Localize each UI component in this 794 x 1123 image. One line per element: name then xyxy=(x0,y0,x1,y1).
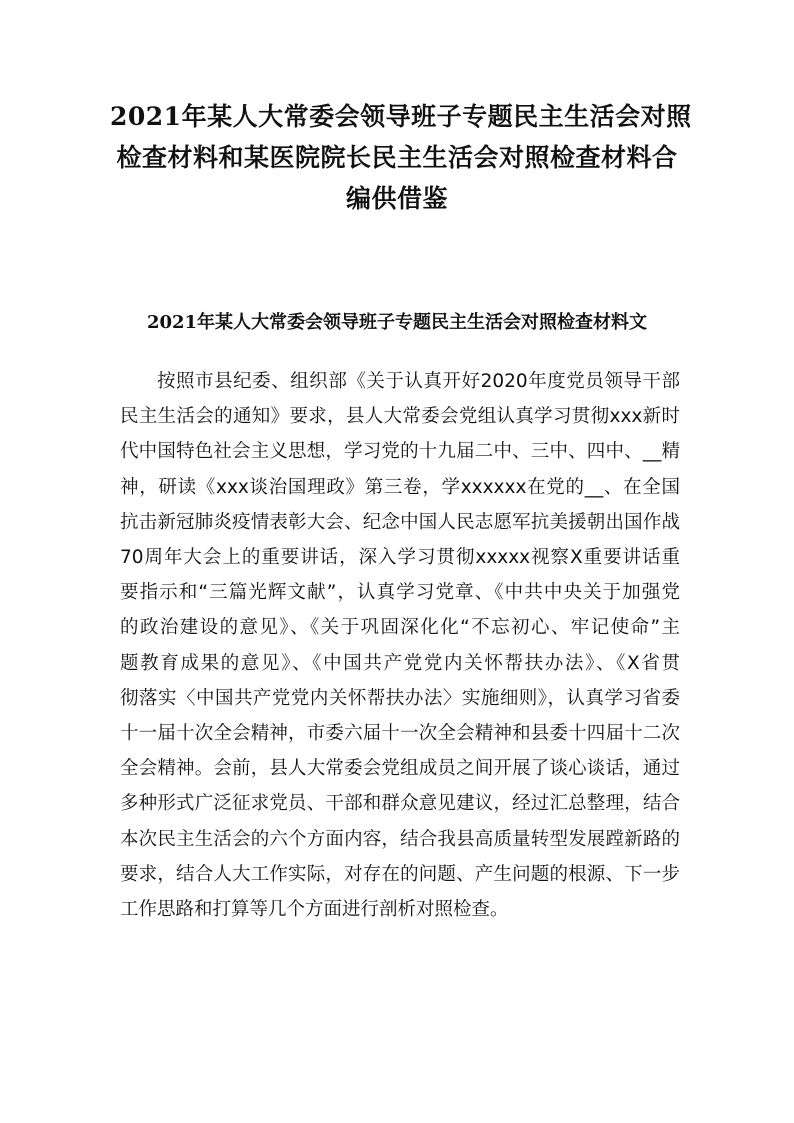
title-line: 检查材料和某医院院长民主生活会对照检查材料合 xyxy=(116,143,678,172)
paragraph-line: 题教育成果的意见》、《中国共产党党内关怀帮扶办法》、《X省贯 xyxy=(120,652,680,674)
paragraph-line: 抗击新冠肺炎疫情表彰大会、纪念中国人民志愿军抗美援朝出国作战 xyxy=(120,511,680,533)
paragraph-line: 按照市县纪委、组织部《关于认真开好2020年度党员领导干部 xyxy=(157,371,680,392)
paragraph-line: 70周年大会上的重要讲话，深入学习贯彻xxxxx视察X重要讲话重 xyxy=(120,547,680,569)
paragraph-line: 民主生活会的通知》要求，县人大常委会党组认真学习贯彻xxx新时 xyxy=(120,406,680,428)
paragraph-line: 要求，结合人大工作实际，对存在的问题、产生问题的根源、下一步 xyxy=(120,863,680,885)
paragraph-line: 全会精神。会前，县人大常委会党组成员之间开展了谈心谈话，通过 xyxy=(120,758,680,780)
section-heading: 2021年某人大常委会领导班子专题民主生活会对照检查材料文 xyxy=(146,312,648,333)
paragraph-line: 本次民主生活会的六个方面内容，结合我县高质量转型发展蹚新路的 xyxy=(120,828,680,850)
paragraph-line: 多种形式广泛征求党员、干部和群众意见建议，经过汇总整理，结合 xyxy=(120,793,680,815)
paragraph-line: 工作思路和打算等几个方面进行剖析对照检查。 xyxy=(120,899,509,921)
paragraph-line: 的政治建设的意见》、《关于巩固深化化“不忘初心、牢记使命”主 xyxy=(120,617,680,639)
paragraph-line: 彻落实〈中国共产党党内关怀帮扶办法〉实施细则》，认真学习省委 xyxy=(120,687,680,709)
paragraph-line: 要指示和“三篇光辉文献”，认真学习党章、《中共中央关于加强党 xyxy=(120,582,680,604)
title-line: 编供借鉴 xyxy=(345,184,448,213)
title-line: 2021年某人大常委会领导班子专题民主生活会对照 xyxy=(110,102,692,131)
paragraph-line: 十一届十次全会精神，市委六届十一次全会精神和县委十四届十二次 xyxy=(120,723,680,745)
paragraph-line: 神，研读《xxx谈治国理政》第三卷，学xxxxxx在党的__、在全国 xyxy=(120,476,680,498)
document-title xyxy=(110,96,692,219)
body-paragraph xyxy=(120,364,680,927)
paragraph-line: 代中国特色社会主义思想，学习党的十九届二中、三中、四中、__精 xyxy=(120,441,680,463)
